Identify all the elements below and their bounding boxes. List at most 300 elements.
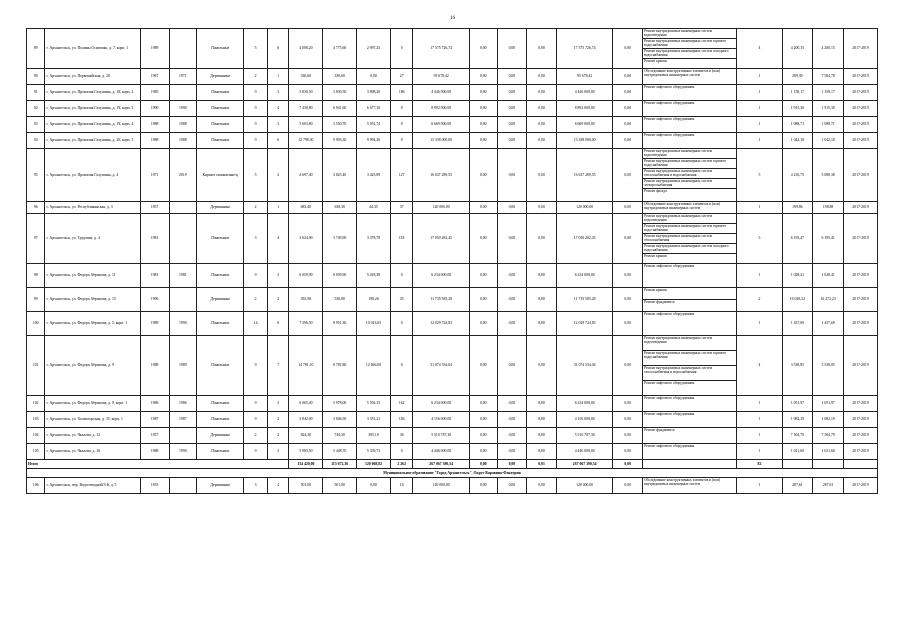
cell-works-count: 1 [737, 264, 782, 288]
cell-row-number: 102 [27, 396, 45, 412]
cell-living-area: 530,80 [323, 288, 357, 312]
cell-planned-period: 2017-2019 [844, 336, 878, 396]
cell-wall-material: Панельные [197, 133, 244, 149]
cell-cost-total: 4 156 000,00 [413, 412, 469, 428]
cell-cost-owners: 8 892 000,00 [556, 101, 612, 117]
cell-unit-cost: 1 042,18 [782, 133, 813, 149]
table-row [27, 117, 878, 133]
work-item: Ремонт внутридомовых инженерных систем водоотведения [643, 149, 736, 159]
cell-year-reconstructed: 1989 [169, 336, 197, 396]
table-row [27, 149, 878, 202]
work-item: Ремонт лифтового оборудования [644, 412, 695, 416]
cell-year-reconstructed: 1981 [169, 264, 197, 288]
cell-residents: 0 [390, 117, 413, 133]
cell-unit-cost: 287,61 [782, 478, 813, 494]
cell-residents: 186 [390, 85, 413, 101]
cell-works-count: 1 [737, 202, 782, 214]
cell-cost-other: 0,00 [613, 412, 643, 428]
cell-year-reconstructed [169, 214, 197, 264]
cell-max-unit-cost: 3 538,85 [813, 336, 844, 396]
cell-floors: 3 [244, 478, 268, 494]
cell-wall-material: Панельные [197, 264, 244, 288]
cell-works-count: 5 [737, 214, 782, 264]
cell-cost-local: 0,00 [527, 101, 557, 117]
total-living-area: 115 072,36 [323, 460, 357, 469]
cell-cost-federal: 0,00 [469, 101, 497, 117]
cell-residents: 0 [390, 133, 413, 149]
cell-max-unit-cost: 1 437,69 [813, 312, 844, 336]
cell-works-list [643, 428, 737, 444]
cell-wall-material: Кирпич силикатные/ц [197, 149, 244, 202]
total-works-count: 82 [737, 460, 782, 469]
cell-works-count: 1 [737, 478, 782, 494]
cell-cost-federal: 0,00 [469, 288, 497, 312]
cell-address: г. Архангельск, ул. Федора Абрамова, д. 15 [45, 288, 140, 312]
cell-cost-local: 0,00 [527, 133, 557, 149]
cell-living-area: 5 448,70 [323, 444, 357, 460]
cell-cost-other: 0,00 [613, 85, 643, 101]
cell-cost-local: 0,00 [527, 478, 557, 494]
work-item: Ремонт крыши [644, 254, 667, 258]
cell-year-built: 1988 [140, 117, 169, 133]
cell-entrances: 3 [267, 85, 289, 101]
cell-works-list [643, 396, 737, 412]
cell-address: г. Архангельск, ул. Федора Абрамова, д. 5, корп. 1 [45, 312, 140, 336]
cell-year-reconstructed [169, 478, 197, 494]
cell-cost-total: 120 000,00 [413, 202, 469, 214]
cell-wall-material: Панельные [197, 336, 244, 396]
cell-cost-owners: 120 000,00 [556, 478, 612, 494]
cell-owned-area: 5 051,74 [357, 117, 391, 133]
cell-year-reconstructed: 1990 [169, 444, 197, 460]
cell-cost-owners: 17 050 282,45 [556, 214, 612, 264]
cell-living-area: 3 830,50 [323, 85, 357, 101]
cell-wall-material: Панельные [197, 29, 244, 69]
cell-unit-cost: 1 028,41 [782, 264, 813, 288]
cell-living-area: 4 775,60 [323, 29, 357, 69]
cell-wall-material: Панельные [197, 85, 244, 101]
cell-cost-other: 0,00 [613, 478, 643, 494]
cell-year-built: 1981 [140, 214, 169, 264]
work-item: Обследование конструктивных элементов и (или) внутридомовых инженерных систем [644, 69, 721, 78]
table-row [27, 288, 878, 312]
work-item: Ремонт лифтового оборудования [644, 381, 695, 385]
work-item: Ремонт лифтового оборудования [644, 444, 695, 448]
cell-entrances: 3 [267, 444, 289, 460]
cell-planned-period: 2017-2019 [844, 214, 878, 264]
cell-residents: 118 [390, 214, 413, 264]
cell-year-built: 1957 [140, 428, 169, 444]
total-works-blank [643, 460, 737, 469]
cell-wall-material: Панельные [197, 444, 244, 460]
cell-row-number: 103 [27, 412, 45, 428]
cell-works-count: 1 [737, 444, 782, 460]
cell-address: г. Архангельск, ул. Федора Абрамова, д. 9 [45, 336, 140, 396]
cell-cost-total: 95 678,42 [413, 69, 469, 85]
cell-works-count: 4 [737, 336, 782, 396]
total-cost-federal: 0,00 [469, 460, 497, 469]
cell-cost-federal: 0,00 [469, 428, 497, 444]
cell-cost-federal: 0,00 [469, 396, 497, 412]
cell-owned-area: 3 808,20 [357, 85, 391, 101]
cell-cost-regional: 0,00 [497, 264, 527, 288]
table-row [27, 214, 878, 264]
cell-year-reconstructed: 1986 [169, 396, 197, 412]
cell-works-count: 2 [737, 288, 782, 312]
cell-cost-total: 6 669 000,00 [413, 117, 469, 133]
cell-cost-local: 0,00 [527, 312, 557, 336]
cell-floors: 9 [244, 444, 268, 460]
cell-wall-material: Деревянные [197, 202, 244, 214]
cell-works-list [643, 101, 737, 117]
cell-planned-period: 2017-2019 [844, 288, 878, 312]
cell-works-list [643, 478, 737, 494]
cell-cost-local: 0,00 [527, 214, 557, 264]
total-blank [844, 460, 878, 469]
cell-cost-other: 0,00 [613, 444, 643, 460]
cell-cost-total: 4 446 000,00 [413, 85, 469, 101]
cell-floors: 3 [244, 214, 268, 264]
total-cost-other: 0,00 [613, 460, 643, 469]
cell-owned-area: 0,00 [357, 69, 391, 85]
cell-year-built: 1988 [140, 336, 169, 396]
cell-planned-period: 2017-2019 [844, 478, 878, 494]
cell-max-unit-cost: 1 028,41 [813, 264, 844, 288]
table-row [27, 101, 878, 117]
cell-cost-federal: 0,00 [469, 412, 497, 428]
cell-cost-other: 0,00 [613, 133, 643, 149]
cell-works-list [643, 133, 737, 149]
cell-cost-federal: 0,00 [469, 85, 497, 101]
cell-works-list [643, 69, 737, 85]
cell-cost-local: 0,00 [527, 149, 557, 202]
cell-cost-local: 0,00 [527, 396, 557, 412]
cell-residents: 184 [390, 412, 413, 428]
cell-cost-owners: 13 338 000,00 [556, 133, 612, 149]
cell-cost-federal: 0,00 [469, 69, 497, 85]
cell-address: г. Архангельск, ул. Прокопия Галушина, д. 19, корп. 3 [45, 101, 140, 117]
cell-wall-material: Панельные [197, 312, 244, 336]
cell-cost-owners: 6 234 000,00 [556, 396, 612, 412]
cell-max-unit-cost: 6 195,41 [813, 214, 844, 264]
cell-address: г. Архангельск, ул. Федора Абрамова, д. 9, корп. 1 [45, 396, 140, 412]
cell-unit-cost: 16 028,32 [782, 288, 813, 312]
cell-works-list [643, 264, 737, 288]
cell-total-area: 3 830,50 [289, 85, 323, 101]
work-item: Ремонт крыши [643, 288, 736, 300]
work-item: Ремонт лифтового оборудования [644, 133, 695, 137]
cell-cost-federal: 0,00 [469, 29, 497, 69]
cell-works-list [643, 149, 737, 202]
cell-residents: 0 [390, 312, 413, 336]
cell-total-area: 3 624,00 [289, 214, 323, 264]
cell-entrances: 6 [267, 29, 289, 69]
work-item: Ремонт внутридомовых инженерных систем электроснабжения [643, 179, 736, 189]
cell-works-count: 4 [737, 29, 782, 69]
cell-cost-federal: 0,00 [469, 444, 497, 460]
cell-cost-regional: 0,00 [497, 69, 527, 85]
cell-row-number: 105 [27, 444, 45, 460]
cell-row-number: 94 [27, 133, 45, 149]
cell-works-count: 1 [737, 101, 782, 117]
cell-max-unit-cost: 1 088,71 [813, 117, 844, 133]
table-row [27, 396, 878, 412]
cell-living-area: 3 825,40 [323, 149, 357, 202]
cell-floors: 2 [244, 69, 268, 85]
cell-residents: 162 [390, 396, 413, 412]
cell-year-reconstructed [169, 202, 197, 214]
cell-cost-other: 0,00 [613, 202, 643, 214]
cell-wall-material: Панельные [197, 214, 244, 264]
work-item: Ремонт внутридомовых инженерных систем теплоснабжения [643, 234, 736, 244]
cell-cost-federal: 0,00 [469, 312, 497, 336]
work-item: Ремонт лифтового оборудования [644, 101, 695, 105]
cell-max-unit-cost: 1 051,97 [813, 396, 844, 412]
cell-works-list [643, 202, 737, 214]
cell-year-reconstructed [169, 85, 197, 101]
cell-living-area: 501,00 [323, 478, 357, 494]
cell-works-count: 1 [737, 85, 782, 101]
table-row [27, 85, 878, 101]
cell-cost-other: 0,00 [613, 288, 643, 312]
cell-cost-federal: 0,00 [469, 214, 497, 264]
cell-cost-owners: 12 029 724,83 [556, 312, 612, 336]
cell-max-unit-cost: 1 915,30 [813, 101, 844, 117]
cell-cost-total: 4 446 000,00 [413, 444, 469, 460]
cell-cost-federal: 0,00 [469, 478, 497, 494]
cell-works-list [643, 312, 737, 336]
cell-cost-regional: 0,00 [497, 214, 527, 264]
cell-cost-other: 0,00 [613, 117, 643, 133]
cell-unit-cost: 1 082,19 [782, 412, 813, 428]
cell-floors: 2 [244, 202, 268, 214]
cell-planned-period: 2017-2019 [844, 69, 878, 85]
cell-total-area: 824,30 [289, 428, 323, 444]
total-cost-total: 267 067 390,54 [413, 460, 469, 469]
cell-cost-regional: 0,00 [497, 149, 527, 202]
work-item: Ремонт внутридомовых инженерных систем теплоснабжения и водоснабжения [643, 169, 736, 179]
cell-cost-total: 17 575 726,74 [413, 29, 469, 69]
cell-entrances: 6 [267, 312, 289, 336]
table-row [27, 264, 878, 288]
cell-cost-regional: 0,00 [497, 133, 527, 149]
work-item: Ремонт лифтового оборудования [644, 312, 695, 316]
cell-planned-period: 2017-2019 [844, 149, 878, 202]
cell-floors: 14 [244, 312, 268, 336]
cell-max-unit-cost: 7 504,79 [813, 428, 844, 444]
cell-planned-period: 2017-2019 [844, 29, 878, 69]
cell-year-reconstructed: 1990 [169, 312, 197, 336]
cell-year-reconstructed: 1988 [169, 133, 197, 149]
cell-living-area: 5 978,00 [323, 396, 357, 412]
table-row [27, 478, 878, 494]
cell-cost-owners: 4 446 000,00 [556, 444, 612, 460]
cell-year-built: 1989 [140, 29, 169, 69]
cell-max-unit-cost: 287,61 [813, 478, 844, 494]
cell-wall-material: Деревянные [197, 69, 244, 85]
work-item: Ремонт фундамента [644, 428, 675, 432]
cell-living-area: 638,30 [323, 202, 357, 214]
cell-living-area: 8 951,30 [323, 312, 357, 336]
cell-cost-other: 0,00 [613, 69, 643, 85]
cell-floors: 2 [244, 428, 268, 444]
cell-cost-regional: 0,00 [497, 101, 527, 117]
cell-address: г. Архангельск, ул. Республиканская, д. 3 [45, 202, 140, 214]
cell-works-count: 1 [737, 412, 782, 428]
table-row [27, 29, 878, 69]
cell-unit-cost: 1 088,71 [782, 117, 813, 133]
cell-planned-period: 2017-2019 [844, 444, 878, 460]
cell-planned-period: 2017-2019 [844, 412, 878, 428]
cell-max-unit-cost: 198,88 [813, 202, 844, 214]
cell-owned-area: 5 418,38 [357, 264, 391, 288]
cell-address: г. Архангельск, ул. Прокопия Галушина, д. 18, корп. 2 [45, 85, 140, 101]
cell-total-area: 4 697,40 [289, 149, 323, 202]
table-row [27, 336, 878, 396]
capital-repair-table [26, 28, 878, 494]
cell-address: г. Архангельск, ул. Прокопия Галушина, д. 20, корп. 1 [45, 133, 140, 149]
cell-residents: 0 [390, 444, 413, 460]
cell-owned-area: 3 351,21 [357, 412, 391, 428]
cell-total-area: 501,00 [289, 478, 323, 494]
cell-cost-total: 120 000,00 [413, 478, 469, 494]
cell-entrances: 3 [267, 117, 289, 133]
cell-cost-federal: 0,00 [469, 264, 497, 288]
cell-entrances: 1 [267, 69, 289, 85]
cell-year-built: 1987 [140, 412, 169, 428]
cell-cost-total: 13 338 000,00 [413, 133, 469, 149]
cell-unit-cost: 1 051,97 [782, 396, 813, 412]
work-item: Ремонт внутридомовых инженерных систем холодного водоснабжения [643, 49, 736, 59]
cell-owned-area: 6 677,10 [357, 101, 391, 117]
work-item: Ремонт фундамента [644, 300, 675, 304]
cell-cost-other: 0,00 [613, 264, 643, 288]
cell-wall-material: Панельные [197, 412, 244, 428]
cell-residents: 45 [390, 288, 413, 312]
cell-entrances: 3 [267, 264, 289, 288]
section-title: Муниципальное образование "Город Архангельск". Округ Варавино-Фактория [27, 469, 878, 478]
work-item: Ремонт лифтового оборудования [644, 396, 695, 400]
total-cost-owners: 267 067 390,54 [556, 460, 612, 469]
cell-cost-owners: 120 000,00 [556, 202, 612, 214]
cell-row-number: 91 [27, 85, 45, 101]
cell-year-built: 1989 [140, 312, 169, 336]
cell-row-number: 101 [27, 336, 45, 396]
cell-cost-other: 0,00 [613, 336, 643, 396]
cell-planned-period: 2017-2019 [844, 202, 878, 214]
cell-owned-area: 5 592,15 [357, 396, 391, 412]
cell-works-count: 1 [737, 428, 782, 444]
cell-row-number: 100 [27, 312, 45, 336]
cell-cost-total: 6 234 000,00 [413, 264, 469, 288]
cell-residents: 0 [390, 336, 413, 396]
cell-row-number: 99 [27, 288, 45, 312]
total-label: Итого [27, 460, 289, 469]
cell-cost-total: 6 234 000,00 [413, 396, 469, 412]
cell-year-built: 1990 [140, 101, 169, 117]
cell-cost-owners: 6 669 000,00 [556, 117, 612, 133]
cell-total-area: 7 430,80 [289, 101, 323, 117]
cell-floors: 9 [244, 396, 268, 412]
work-item: Обследование конструктивных элементов и (или) внутридомовых инженерных систем [644, 478, 721, 487]
cell-living-area: 3 749,90 [323, 214, 357, 264]
cell-total-area: 683,40 [289, 202, 323, 214]
cell-floors: 9 [244, 85, 268, 101]
cell-row-number: 96 [27, 202, 45, 214]
cell-year-built: 1988 [140, 133, 169, 149]
cell-year-reconstructed: 1990 [169, 101, 197, 117]
cell-unit-cost: 6 195,47 [782, 214, 813, 264]
cell-row-number: 93 [27, 117, 45, 133]
cell-max-unit-cost: 1 082,19 [813, 412, 844, 428]
cell-owned-area: 3 378,79 [357, 214, 391, 264]
cell-unit-cost: 4 200,15 [782, 29, 813, 69]
cell-floors: 9 [244, 412, 268, 428]
work-item: Ремонт внутридомовых инженерных систем горячего водоснабжения [643, 224, 736, 234]
cell-works-count: 1 [737, 117, 782, 133]
cell-residents: 36 [390, 428, 413, 444]
cell-floors: 9 [244, 117, 268, 133]
cell-owned-area: 385,10 [357, 428, 391, 444]
work-item: Ремонт внутридомовых инженерных систем горячего водоснабжения [643, 351, 736, 366]
work-item: Ремонт внутридомовых инженерных систем горячего водоснабжения [643, 39, 736, 49]
total-row [27, 460, 878, 469]
cell-works-list [643, 444, 737, 460]
cell-cost-owners: 16 637 289,55 [556, 149, 612, 202]
cell-living-area: 3 846,50 [323, 412, 357, 428]
cell-works-list [643, 412, 737, 428]
cell-cost-local: 0,00 [527, 117, 557, 133]
cell-cost-local: 0,00 [527, 412, 557, 428]
cell-cost-local: 0,00 [527, 69, 557, 85]
cell-unit-cost: 1 437,69 [782, 312, 813, 336]
cell-floors: 9 [244, 264, 268, 288]
table-row [27, 69, 878, 85]
cell-cost-regional: 0,00 [497, 288, 527, 312]
cell-address: г. Архангельск, ул. Чкалова, д. 12 [45, 428, 140, 444]
table-row [27, 202, 878, 214]
cell-works-count: 1 [737, 133, 782, 149]
cell-year-built: 1985 [140, 85, 169, 101]
cell-max-unit-cost: 16 272,23 [813, 288, 844, 312]
cell-unit-cost: 7 504,79 [782, 428, 813, 444]
cell-floors: 9 [244, 101, 268, 117]
cell-total-area: 14 781,10 [289, 336, 323, 396]
cell-residents: 37 [390, 202, 413, 214]
cell-works-list [643, 288, 737, 312]
cell-row-number: 92 [27, 101, 45, 117]
cell-works-count: 1 [737, 312, 782, 336]
cell-total-area: 12 798,30 [289, 133, 323, 149]
cell-owned-area: 0,00 [357, 478, 391, 494]
cell-row-number: 97 [27, 214, 45, 264]
cell-cost-regional: 0,00 [497, 336, 527, 396]
cell-entrances: 4 [267, 214, 289, 264]
cell-living-area: 3 550,70 [323, 117, 357, 133]
cell-cost-local: 0,00 [527, 85, 557, 101]
cell-works-count: 5 [737, 149, 782, 202]
cell-cost-federal: 0,00 [469, 202, 497, 214]
table-row [27, 428, 878, 444]
cell-cost-total: 16 637 289,55 [413, 149, 469, 202]
cell-living-area: 8 781,80 [323, 336, 357, 396]
cell-row-number: 89 [27, 29, 45, 69]
total-cost-local: 0,01 [527, 460, 557, 469]
cell-cost-regional: 0,00 [497, 202, 527, 214]
cell-entrances: 2 [267, 428, 289, 444]
total-blank [782, 460, 813, 469]
cell-year-built: 1996 [140, 288, 169, 312]
